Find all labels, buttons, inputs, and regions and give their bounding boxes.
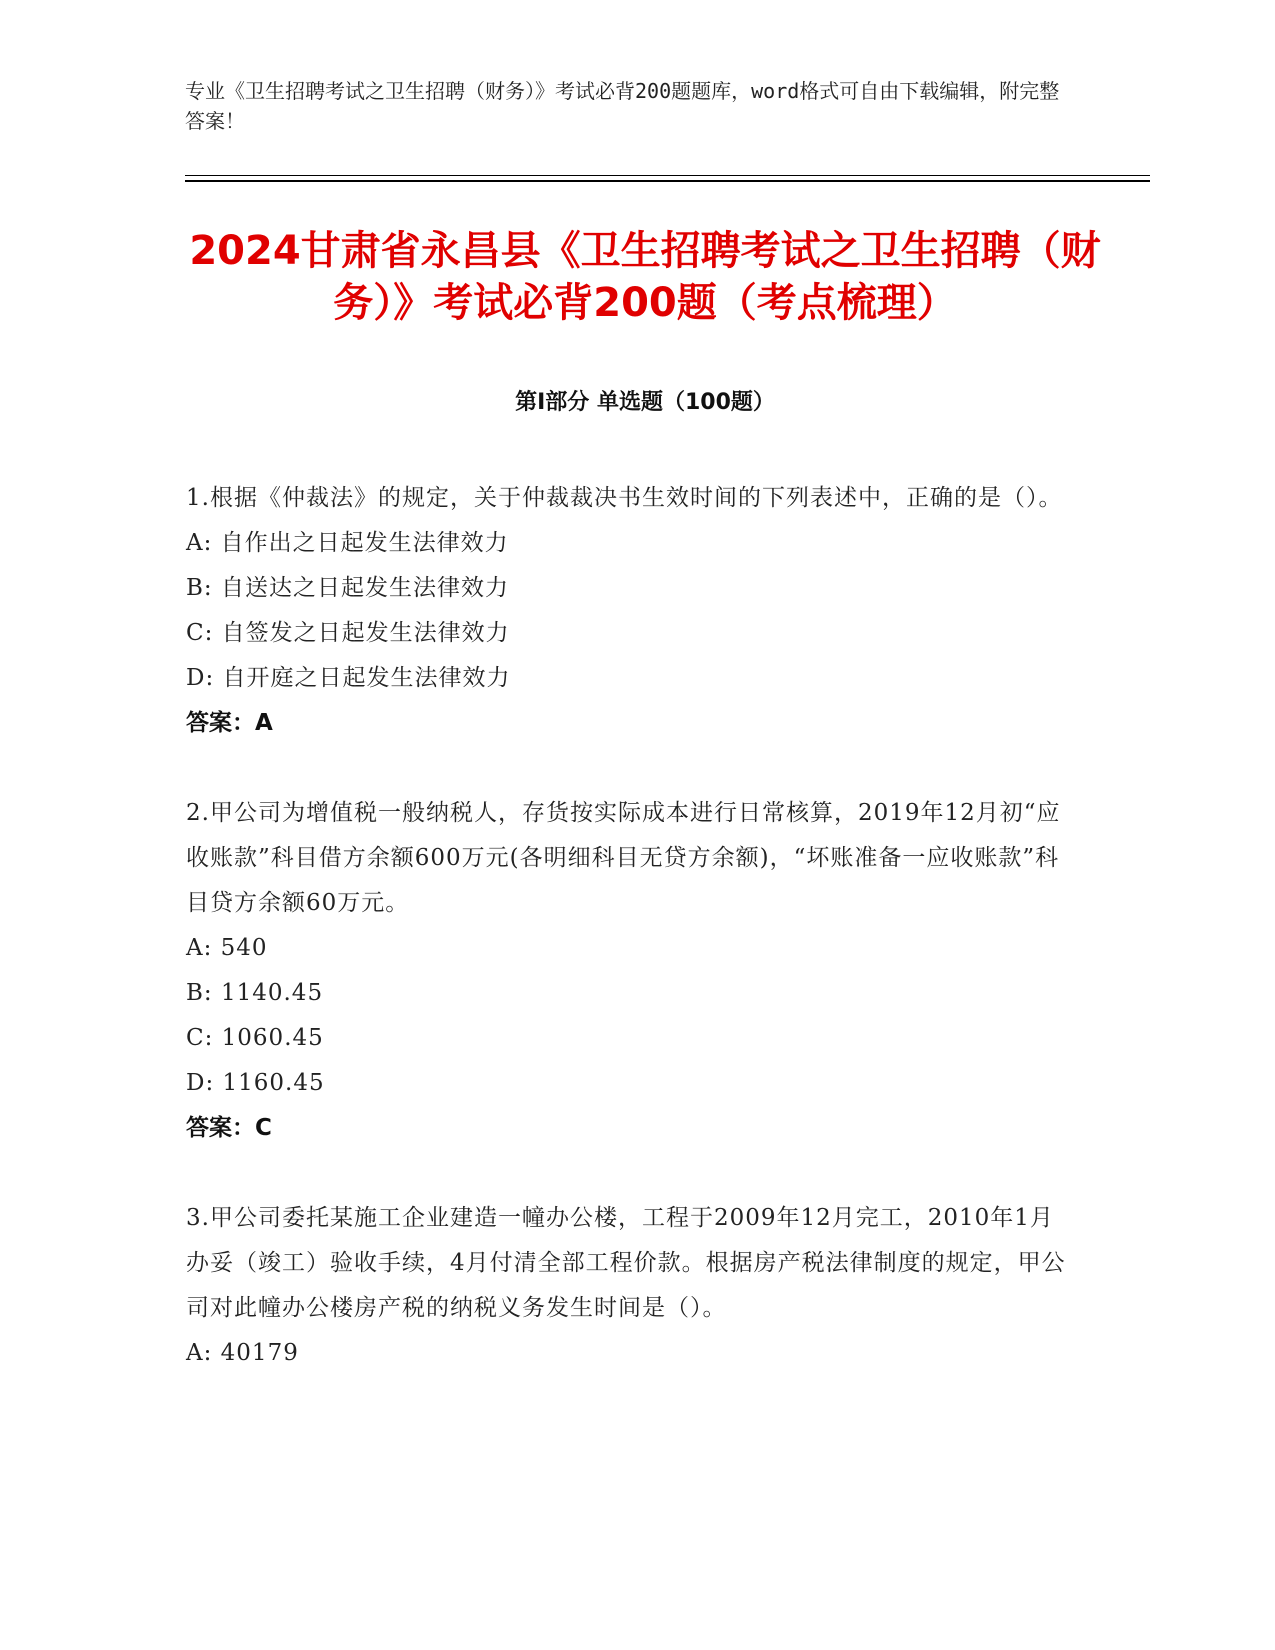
header-divider-thin xyxy=(185,175,1150,176)
question-1 xyxy=(186,476,1066,746)
option-c: C: 1060.45 xyxy=(186,1025,324,1051)
option-d: D: 自开庭之日起发生法律效力 xyxy=(186,665,511,691)
option-a: A: 自作出之日起发生法律效力 xyxy=(186,530,509,556)
question-stem: 3.甲公司委托某施工企业建造一幢办公楼，工程于2009年12月完工，2010年1月办妥（竣工）验收手续，4月付清全部工程价款。根据房产税法律制度的规定，甲公司对此幢办公楼房产税的纳税义务发生时间是（）。 xyxy=(186,1205,1066,1321)
option-d: D: 1160.45 xyxy=(186,1070,325,1096)
header-divider-thick xyxy=(185,180,1150,182)
section-title: 第Ⅰ部分 单选题（100题） xyxy=(515,390,775,415)
answer: 答案：A xyxy=(186,710,273,736)
question-2 xyxy=(186,791,1066,1151)
option-c: C: 自签发之日起发生法律效力 xyxy=(186,620,510,646)
document-title: 2024甘肃省永昌县《卫生招聘考试之卫生招聘（财务）》考试必背200题（考点梳理） xyxy=(189,228,1101,326)
question-3 xyxy=(186,1196,1066,1376)
question-stem: 1.根据《仲裁法》的规定，关于仲裁裁决书生效时间的下列表述中，正确的是（）。 xyxy=(186,485,1063,511)
option-b: B: 1140.45 xyxy=(186,980,324,1006)
answer: 答案：C xyxy=(186,1115,272,1141)
header-note: 专业《卫生招聘考试之卫生招聘（财务）》考试必背200题题库，word格式可自由下载编辑，附完整答案！ xyxy=(185,79,1060,133)
option-a: A: 40179 xyxy=(186,1340,299,1366)
question-stem: 2.甲公司为增值税一般纳税人，存货按实际成本进行日常核算，2019年12月初“应收账款”科目借方余额600万元(各明细科目无贷方余额)，“坏账准备一应收账款”科目贷方余额60万元。 xyxy=(186,800,1061,916)
option-b: B: 自送达之日起发生法律效力 xyxy=(186,575,509,601)
option-a: A: 540 xyxy=(186,935,268,961)
question-list xyxy=(186,476,1066,1421)
